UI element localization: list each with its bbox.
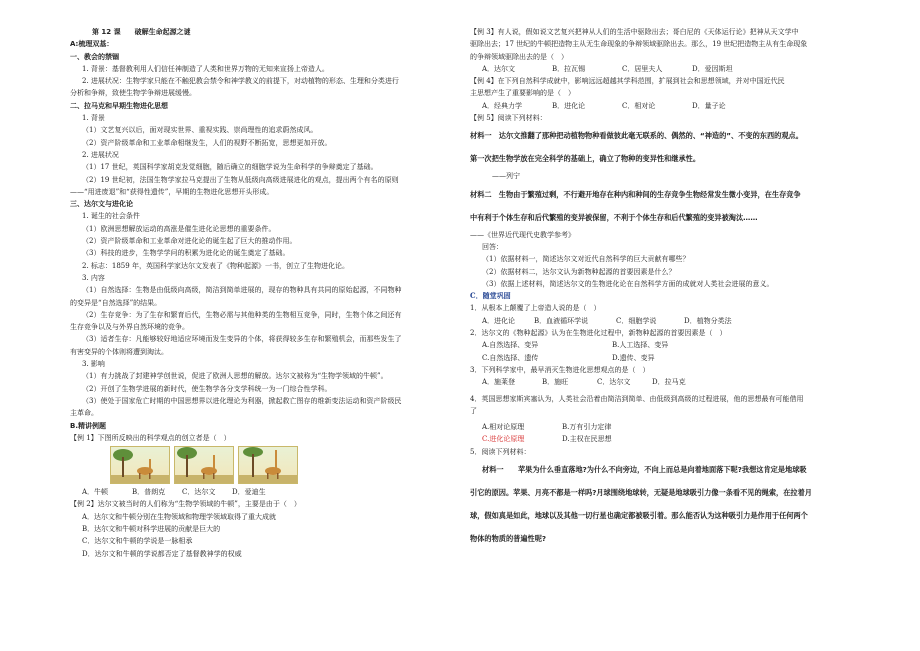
example-5-heading: 【例 5】阅读下列材料： <box>470 114 547 123</box>
left-column <box>70 26 450 560</box>
c5-material-line: 引它的原因。苹果、月亮不都是一样吗?月球围绕地球转，无疑是地球吸引力像一条看不见的绳索，在拉着月 <box>470 488 812 498</box>
text-line: （2）资产阶级革命和工业革命对进化论的诞生起了巨大的推动作用。 <box>82 237 297 246</box>
text-line: 生存竞争以及与外界自然环境的竞争。 <box>70 323 189 332</box>
option-b: B．血液循环学说 <box>534 316 589 325</box>
text-line: 1. 诞生的社会条件 <box>82 212 140 221</box>
text-line: 的变异是“自然选择”的结果。 <box>70 298 162 307</box>
option-b: B．达尔文和牛顿对科学进展的贡献是巨大的 <box>82 524 221 533</box>
section-1-heading: 一、教会的禁锢 <box>70 52 119 61</box>
c-question-3: 3．下列科学家中，最早消灭生物进化思想观点的是（ ） <box>470 365 650 374</box>
text-line: 3. 影响 <box>82 360 105 369</box>
material-1-line: 第一次把生物学放在完全科学的基础上，确立了物种的变异性和继承性。 <box>470 154 701 164</box>
c1-options <box>470 315 860 327</box>
question-2: （2）依据材料二，达尔文认为新物种起源的首要因素是什么？ <box>482 267 676 276</box>
text-line: （2）生存竞争：为了生存和繁育后代，生物必需与其他种类的生物相互竞争，同时，生物个体之间还有 <box>82 310 402 319</box>
example-4-options <box>470 100 860 112</box>
section-a-heading: A:梳理双基： <box>70 40 114 49</box>
option-c: C．达尔文 <box>182 488 216 497</box>
text-line: （3）适者生存：凡能够较好地适应环境而发生变异的个体，将获得较多生存和繁殖机会，而那些发生了 <box>82 335 402 344</box>
text-line: （3）使处于国家危亡时期的中国思想界以进化理论为利器，掀起救亡图存的维新变法运动和资产阶级民 <box>82 396 402 405</box>
c-question-4-tail: 了 <box>470 406 477 415</box>
material-1-line: 材料一 达尔文推翻了那种把动植物物种看做彼此毫无联系的、偶然的、“神造的”、不变的东西的观点。 <box>470 131 803 141</box>
text-line: （1）自然选择：生物是由低级向高级，简洁到简单进展的，现存的物种具有共同的原始起源，不同物种 <box>82 286 402 295</box>
example-4-line: 【例 4】在下列自然科学成就中，影响远远超越其学科范围，扩展到社会和思想领域，并对中国近代民 <box>470 77 785 86</box>
text-line: 2. 进展状况 <box>82 150 119 159</box>
material-2-line: 中有利于个体生存和后代繁殖的变异被保留，不利于个体生存和后代繁殖的变异被淘汰…… <box>470 212 758 222</box>
text-line: ——“用进废退”和“获得性遗传”，早期的生物进化思想开头形成。 <box>70 187 274 196</box>
c-question-2: 2．达尔文的《物种起源》认为在生物进化过程中，新物种起源的首要因素是（ ） <box>470 329 727 338</box>
option-b: B.万有引力定律 <box>562 423 612 432</box>
c-question-5: 5．阅读下列材料： <box>470 447 531 456</box>
option-d: D.主权在民思想 <box>562 435 612 444</box>
option-c: C．达尔文和牛顿的学说是一脉相承 <box>82 537 193 546</box>
option-d: D.遗传、变异 <box>612 353 655 362</box>
text-line: 2. 进展状况：生物学家只能在不触犯教会禁令和神学教义的前提下，对动植物的形态、生理和分类进行 <box>82 77 399 86</box>
example-1-question: 【例 1】下图所反映出的科学观点的创立者是（ ） <box>70 433 231 442</box>
option-d: D．达尔文和牛顿的学说都否定了基督教神学的权威 <box>82 549 242 558</box>
option-c: C.自然选择、遗传 <box>482 353 539 362</box>
text-line: （1）文艺复兴以后，面对现实世界、重视实践、崇尚理性的追求蔚然成风。 <box>82 126 318 135</box>
text-line: 2. 标志：1859 年，英国科学家达尔文发表了《物种起源》一书，创立了生物进化论。 <box>82 261 349 270</box>
option-a: A．达尔文和牛顿分别在生物领域和物理学领域取得了重大成就 <box>82 512 277 521</box>
section-b-heading: B.精讲例题 <box>70 421 106 430</box>
question-1: （1）依据材料一，简述达尔文对近代自然科学的巨大贡献有哪些？ <box>482 255 690 264</box>
text-line: 3. 内容 <box>82 273 105 282</box>
material-2-source: ——《世界近代现代史教学参考》 <box>470 230 575 239</box>
c3-options <box>470 376 860 388</box>
lesson-title: 第 12 课 破解生命起源之谜 <box>92 28 191 36</box>
section-c-heading: C．随堂巩固 <box>470 291 511 301</box>
option-a: A．达尔文 <box>482 64 516 73</box>
example-1-options <box>70 486 450 498</box>
option-c: C．相对论 <box>622 101 656 110</box>
text-line: （2）19 世纪初，法国生物学家拉马克提出了生物从低级向高级进展进化的观点，提出两个有名的原则 <box>82 175 399 184</box>
c2-options-row-1 <box>470 339 860 351</box>
text-line: （1）17 世纪，英国科学家胡克发觉细胞，随后确立的细胞学说为生命科学的争辩奠定了基础。 <box>82 163 378 172</box>
text-line: （1）有力挑战了封建神学创世说，促进了欧洲人思想的解放。达尔文被称为“生物学领域的牛顿”。 <box>82 372 388 381</box>
material-2-line: 材料二 生物由于繁殖过剩，不行避开地存在种内和种间的生存竞争生物经常发生微小变异，在生存竞争 <box>470 189 801 199</box>
right-column <box>470 26 860 550</box>
option-d: D．爱因斯坦 <box>692 64 733 73</box>
option-a: A．经典力学 <box>482 101 523 110</box>
giraffe-image-3 <box>238 446 298 484</box>
material-1-source: ——列宁 <box>492 172 520 181</box>
option-d: D．拉马克 <box>652 378 686 387</box>
c5-material-line: 材料一 苹果为什么垂直落地?为什么不向旁边，不向上而总是向着地面落下呢?我想这肯定是地球吸 <box>482 465 807 475</box>
text-line: （2）开创了生物学进展的新时代，使生物学各分支学科统一为一门综合性学科。 <box>82 384 332 393</box>
text-line: （1）欧洲思想解放运动的高涨是催生进化论思想的重要条件。 <box>82 224 276 233</box>
example-2-question: 【例 2】达尔文被当时的人们称为“生物学领域的牛顿”，主要是由于（ ） <box>70 500 301 509</box>
option-c: C．细胞学说 <box>616 316 657 325</box>
option-a: A．牛顿 <box>82 488 109 497</box>
text-line: 1. 背景 <box>82 114 105 123</box>
answer-prompt: 回答： <box>482 242 503 251</box>
option-d: D．植物分类法 <box>684 316 732 325</box>
option-c: C．居里夫人 <box>622 64 663 73</box>
example-3-options <box>470 63 860 75</box>
option-b: B．拉瓦锡 <box>552 64 586 73</box>
c5-material-line: 物体的物质的普遍性呢? <box>470 534 547 544</box>
example-4-line: 主思想产生了重要影响的是（ ） <box>470 89 575 98</box>
example-3-line: 【例 3】有人说，假如说文艺复兴把神从人们的生活中驱除出去；哥白尼的《天体运行论》把神从天文学中 <box>470 28 799 36</box>
c-question-4: 4．英国思想家斯宾塞认为，人类社会沿着由简洁到简单、由低级到高级的过程进展，他的思想最有可能借用 <box>470 394 804 403</box>
option-a: A．施莱登 <box>482 378 516 387</box>
text-line: 分析和争辩，致使生物学争辩进展缓慢。 <box>70 89 196 98</box>
c2-options-row-2 <box>470 352 860 364</box>
c-question-1: 1．从根本上颠覆了上帝造人说的是（ ） <box>470 304 601 313</box>
option-a: A．进化论 <box>482 316 516 325</box>
giraffe-illustration <box>110 446 450 484</box>
option-d: D．量子论 <box>692 101 726 110</box>
option-a: A.自然选择、变异 <box>482 341 539 350</box>
giraffe-image-1 <box>110 446 170 484</box>
text-line: （2）资产阶级革命和工业革命相继发生，人们的视野不断拓宽，思想更加开放。 <box>82 138 332 147</box>
question-3: （3）依据上述材料，简述达尔文的生物进化论在自然科学方面的成就对人类社会进展的意义。 <box>482 279 774 288</box>
example-3-line: 驱除出去；17 世纪的牛顿把造物主从无生命现象的争辩领域驱除出去。那么，19 世纪把造物主从有生命现象 <box>470 40 808 49</box>
option-b: B.人工选择、变异 <box>612 341 669 350</box>
c5-material-line: 球，假如真是如此，地球以及其他一切行星也确定都被吸引着。那么能否认为这种吸引力是作用于任何两个 <box>470 511 808 521</box>
option-c: C．达尔文 <box>597 378 631 387</box>
section-2-heading: 二、拉马克和早期生物进化思想 <box>70 101 168 110</box>
option-c: C.进化论原理 <box>482 435 525 444</box>
option-b: B．进化论 <box>552 101 586 110</box>
giraffe-image-2 <box>174 446 234 484</box>
option-d: D．爱迪生 <box>232 488 266 497</box>
section-3-heading: 三、达尔文与进化论 <box>70 200 133 209</box>
option-a: A.相对论原理 <box>482 423 525 432</box>
text-line: （3）科技的进步，生物学学问的积累为进化论的诞生奠定了基础。 <box>82 249 290 258</box>
option-b: B．施旺 <box>542 378 569 387</box>
text-line: 主革命。 <box>70 409 98 418</box>
text-line: 有害变异的个体则将遭到淘汰。 <box>70 347 168 356</box>
c4-options-row-2 <box>470 433 860 445</box>
option-b: B．普朗克 <box>132 488 166 497</box>
example-3-line: 的争辩领域驱除出去的是（ ） <box>470 52 568 61</box>
text-line: 1. 背景：基督教利用人们信任神制造了人类和世界万物的无知来宣扬上帝造人。 <box>82 64 329 73</box>
c4-options-row-1 <box>470 421 860 433</box>
